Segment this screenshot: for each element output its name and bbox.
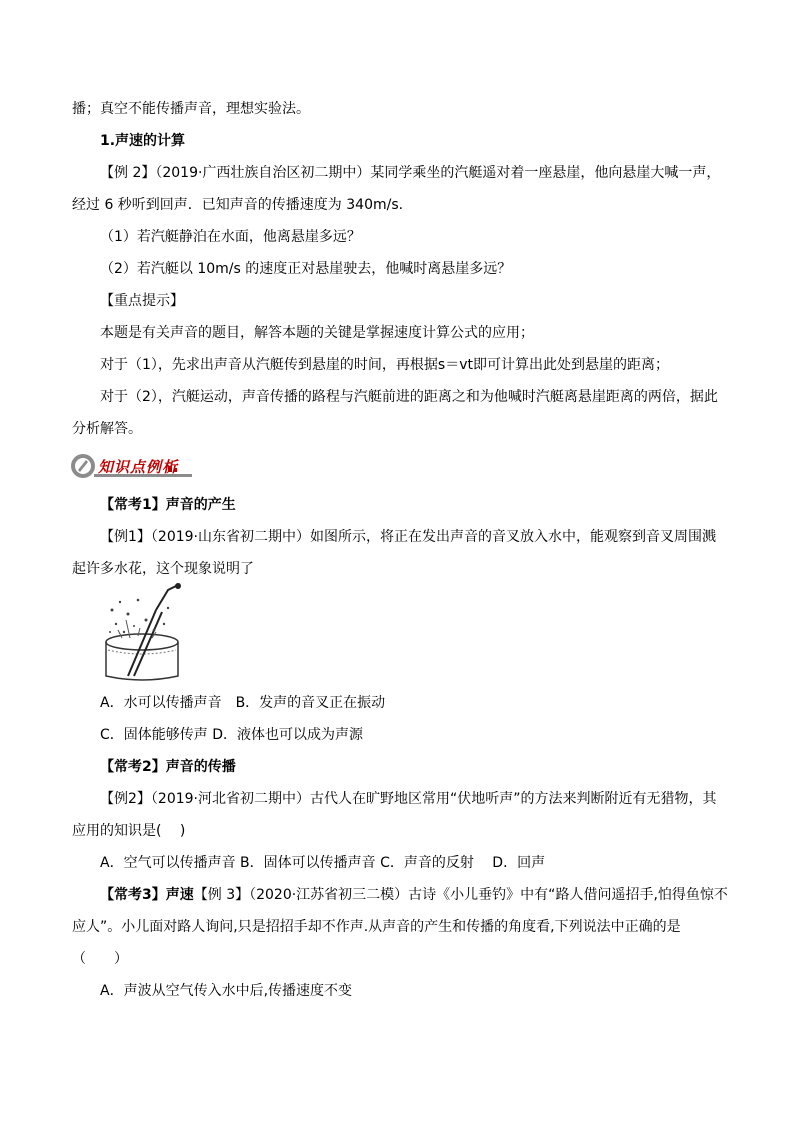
section2-question-line2: 应用的知识是( ) [72, 823, 186, 839]
section3-question-line2: 应人”。小儿面对路人询问,只是招招手却不作声.从声音的产生和传播的角度看,下列说法中正确的是 [72, 919, 681, 935]
hint-line2: 对于（1），先求出声音从汽艇传到悬崖的时间，再根据s＝vt即可计算出此处到悬崖的距离； [100, 357, 669, 373]
banner-title: 知识点例析 [98, 458, 179, 476]
hint-line1: 本题是有关声音的题目，解答本题的关键是掌握速度计算公式的应用； [100, 325, 534, 341]
hint-line4: 分析解答。 [72, 421, 142, 437]
section1-options-cd: C．固体能够传声 D．液体也可以成为声源 [100, 727, 364, 743]
section3-line1 [100, 885, 728, 905]
tuning-fork-in-water-image [98, 580, 194, 682]
section1-heading: 【常考1】声音的产生 [100, 497, 236, 513]
section3-option-a: A．声波从空气传入水中后,传播速度不变 [100, 983, 353, 999]
example-2-question-line1: 【例 2】（2019·广西壮族自治区初二期中）某同学乘坐的汽艇遥对着一座悬崖，他向悬崖大喊一声， [100, 165, 721, 181]
section3-question-line1: 【例 3】（2020·江苏省初三二模）古诗《小儿垂钓》中有“路人借问遥招手,怕得鱼惊不 [193, 887, 728, 903]
hint-line3: 对于（2），汽艇运动，声音传播的路程与汽艇前进的距离之和为他喊时汽艇离悬崖距离的两倍，据此 [100, 389, 718, 405]
section1-question-line1: 【例1】（2019·山东省初二期中）如图所示，将正在发出声音的音叉放入水中，能观察到音叉周围溅 [100, 529, 716, 545]
section1-question-line2: 起许多水花，这个现象说明了 [72, 561, 254, 577]
section2-heading: 【常考2】声音的传播 [100, 759, 236, 775]
example-2-part1: （1）若汽艇静泊在水面，他离悬崖多远？ [100, 229, 361, 245]
section2-question-line1: 【例2】（2019·河北省初二期中）古代人在旷野地区常用“伏地听声”的方法来判断附近有无猎物，其 [100, 791, 717, 807]
key-hint-heading: 【重点提示】 [100, 293, 184, 309]
section1-options-ab: A．水可以传播声音 B．发声的音叉正在振动 [100, 695, 386, 711]
example-2-part2: （2）若汽艇以 10m/s 的速度正对悬崖驶去，他喊时离悬崖多远？ [100, 261, 512, 277]
text-line: 播；真空不能传播声音，理想实验法。 [72, 101, 310, 117]
section3-question-line3: （ ） [72, 951, 128, 967]
knowledge-banner [68, 452, 194, 480]
subheading-speed-calc: 1.声速的计算 [100, 133, 186, 149]
section2-options: A．空气可以传播声音 B．固体可以传播声音 C．声音的反射 D．回声 [100, 855, 546, 871]
example-2-question-line2: 经过 6 秒听到回声．已知声音的传播速度为 340m/s. [72, 197, 404, 213]
section3-heading: 【常考3】声速 [100, 887, 194, 903]
